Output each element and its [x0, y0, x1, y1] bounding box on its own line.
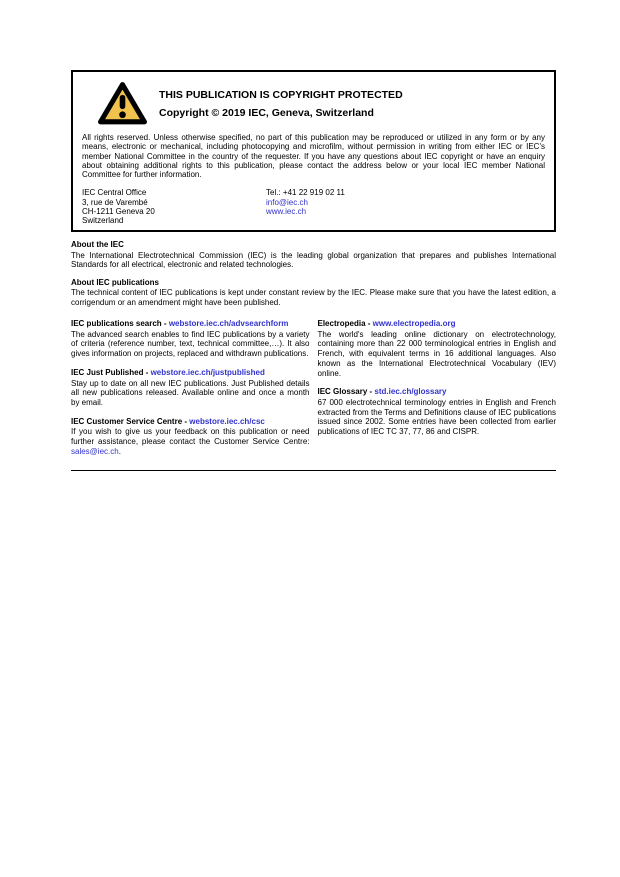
- resources-column-left: [71, 319, 310, 465]
- resource-heading: [71, 417, 310, 427]
- contact-email-link[interactable]: info@iec.ch: [266, 197, 308, 207]
- publications-search-link[interactable]: webstore.iec.ch/advsearchform: [168, 319, 289, 328]
- customer-service-link[interactable]: webstore.iec.ch/csc: [189, 416, 265, 426]
- resource-item-just-published: [71, 368, 310, 408]
- resource-body: [71, 427, 310, 456]
- resource-body: The advanced search enables to find IEC publications by a variety of criteria (reference number, text, technical committee,…). It also gives information on projects, replaced and withdrawn publications.: [71, 329, 310, 359]
- page-content: [71, 70, 556, 471]
- resource-heading: [71, 368, 310, 378]
- address-column: [82, 188, 266, 225]
- copyright-box-titles: [159, 87, 403, 120]
- sales-email-link[interactable]: sales@iec.ch: [71, 446, 119, 456]
- contact-tel: Tel.: +41 22 919 02 11: [266, 188, 345, 198]
- address-block: [80, 188, 547, 225]
- resource-body: 67 000 electrotechnical terminology entries in English and French extracted from the Terms and Definitions clause of IEC publications issued since 2002. Some entries have been collected from earlier publications of IEC TC 37, 77, 86 and CISPR.: [317, 397, 556, 437]
- address-line: 3, rue de Varembé: [82, 197, 148, 207]
- warning-triangle-icon: [97, 81, 148, 126]
- resource-body: The world's leading online dictionary on electrotechnology, containing more than 22 000 terminological entries in English and French, with equivalent terms in 16 additional languages. Also known as the International Electrotechnical Vocabulary (IEV) online.: [317, 329, 556, 378]
- contact-column: [266, 188, 545, 225]
- address-line: Switzerland: [82, 216, 124, 226]
- footer-divider: [71, 470, 556, 471]
- resource-label: IEC Glossary -: [317, 387, 375, 397]
- section-heading: About IEC publications: [71, 277, 159, 287]
- copyright-subtitle: Copyright © 2019 IEC, Geneva, Switzerland: [159, 107, 374, 119]
- resource-body-text: .: [118, 446, 121, 456]
- resource-body-text: If you wish to give us your feedback on this publication or need further assistance, please contact the Customer Service Centre:: [71, 427, 310, 447]
- section-about-iec-publications: [71, 278, 556, 308]
- section-heading: About the IEC: [71, 240, 124, 249]
- resource-label: IEC Just Published -: [71, 367, 151, 377]
- resource-label: Electropedia -: [317, 319, 373, 328]
- resource-label: IEC Customer Service Centre -: [71, 416, 190, 426]
- resources-columns: [71, 319, 556, 465]
- address-line: CH-1211 Geneva 20: [82, 207, 155, 217]
- resource-label: IEC publications search -: [71, 319, 169, 328]
- resource-heading: [318, 387, 557, 397]
- glossary-link[interactable]: std.iec.ch/glossary: [374, 387, 447, 397]
- section-about-iec: [71, 240, 556, 270]
- just-published-link[interactable]: webstore.iec.ch/justpublished: [150, 367, 265, 377]
- resource-item-customer-service: [71, 417, 310, 457]
- electropedia-link[interactable]: www.electropedia.org: [372, 319, 456, 328]
- copyright-box: [71, 70, 556, 232]
- resource-item-glossary: [318, 387, 557, 437]
- copyright-body-text: All rights reserved. Unless otherwise specified, no part of this publication may be reproduced or utilized in any form or by any means, electronic or mechanical, including photocopying and microfilm, without permission in writing from either IEC or IEC's member National Committee in the country of the requester. If you have any questions about IEC copyright or have an enquiry about obtaining additional rights to this publication, please contact the address below or your local IEC member National Committee for further information.: [82, 133, 545, 180]
- section-body: The technical content of IEC publications is kept under constant review by the IEC. Please make sure that you have the latest edition, a corrigendum or an amendment might have been published.: [71, 288, 556, 307]
- resource-body: Stay up to date on all new IEC publications. Just Published details all new publications released. Available online and once a month by email.: [71, 378, 310, 407]
- contact-website-link[interactable]: www.iec.ch: [266, 207, 307, 217]
- resources-column-right: [318, 319, 557, 465]
- section-body: The International Electrotechnical Commission (IEC) is the leading global organization that prepares and publishes International Standards for all electrical, electronic and related technologies.: [71, 250, 556, 269]
- copyright-box-header: [80, 81, 547, 126]
- copyright-title: THIS PUBLICATION IS COPYRIGHT PROTECTED: [159, 89, 403, 101]
- resource-heading: [71, 319, 310, 329]
- resource-item-electropedia: [318, 319, 557, 378]
- address-line: IEC Central Office: [82, 188, 147, 198]
- resource-heading: [318, 319, 557, 329]
- resource-item-publications-search: [71, 319, 310, 359]
